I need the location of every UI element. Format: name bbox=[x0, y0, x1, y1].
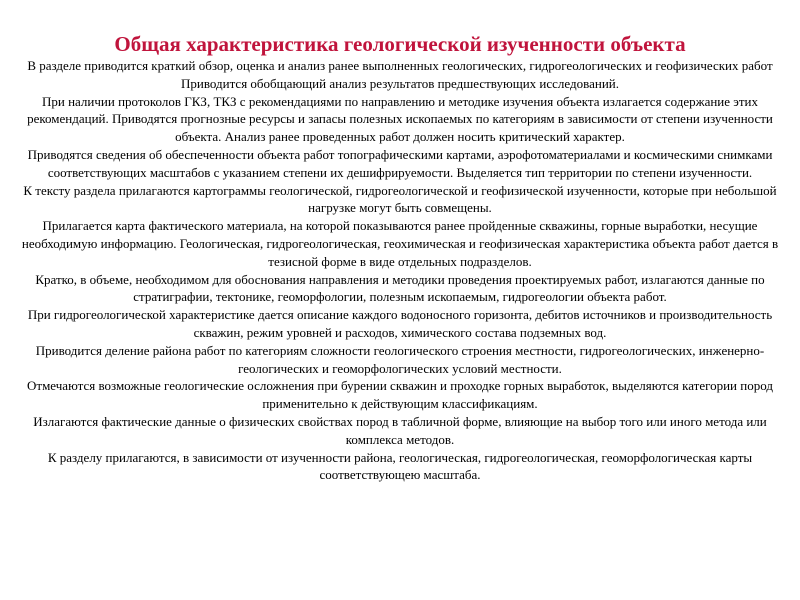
paragraph-gkz-recommendations: При наличии протоколов ГКЗ, ТКЗ с рекомендациями по направлению и методике изучения объекта излагается содержание этих рекомендаций. Приводятся прогнозные ресурсы и запасы полезных ископаемых по категориям в зависимости от степени изученности объекта. Анализ ранее проведенных работ должен носить критический характер. bbox=[27, 93, 773, 145]
paragraph-physical-properties: Излагаются фактические данные о физических свойствах пород в табличной форме, влияющие на выбор того или иного метода или комплекса методов. bbox=[33, 413, 767, 447]
paragraph-analysis: Приводится обобщающий анализ результатов предшествующих исследований. bbox=[181, 75, 619, 91]
paragraph-complexity-categories: Приводится деление района работ по категориям сложности геологического строения местности, гидрогеологических, инженерно-геологических и геоморфологических условий местности. bbox=[35, 342, 765, 376]
paragraph-brief-data: Кратко, в объеме, необходимом для обоснования направления и методики проведения проектируемых работ, излагаются данные по стратиграфии, тектонике, геоморфологии, полезным ископаемым, гидрогеологии объекта работ. bbox=[35, 271, 765, 305]
paragraph-cartograms: К тексту раздела прилагаются картограммы геологической, гидрогеологической и геофизической изученности, которые при небольшой нагрузке могут быть совмещены. bbox=[23, 182, 777, 216]
paragraph-overview: В разделе приводится краткий обзор, оценка и анализ ранее выполненных геологических, гидрогеологических и геофизических работ bbox=[27, 58, 773, 73]
paragraph-factual-map: Прилагается карта фактического материала, на которой показываются ранее пройденные скважины, горные выработки, несущие необходимую информацию. Геологическая, гидрогеологическая, геохимическая и геофизическая характеристика объекта работ дается в тезисной форме в виде отдельных подразделов. bbox=[21, 218, 779, 269]
slide-title: Общая характеристика геологической изученности объекта bbox=[114, 32, 686, 56]
paragraph-maps-provision: Приводятся сведения об обеспеченности объекта работ топографическими картами, аэрофотоматериалами и космическими снимками соответствующих масштабов с указанием степени их дешифрируемости. Выделяется тип территории по степени изученности. bbox=[27, 146, 773, 180]
paragraph-hydrogeology: При гидрогеологической характеристике дается описание каждого водоносного горизонта, дебитов источников и производительность скважин, режим уровней и расходов, химического состава подземных вод. bbox=[27, 307, 773, 340]
paragraph-drilling-complications: Отмечаются возможные геологические осложнения при бурении скважин и проходке горных выработок, выделяются категории пород применительно к действующим классификациям. bbox=[27, 378, 773, 412]
paragraph-attached-maps: К разделу прилагаются, в зависимости от изученности района, геологическая, гидрогеологическая, геоморфологическая карты соответствующею масштаба. bbox=[47, 449, 753, 483]
slide-body bbox=[6, 57, 794, 484]
